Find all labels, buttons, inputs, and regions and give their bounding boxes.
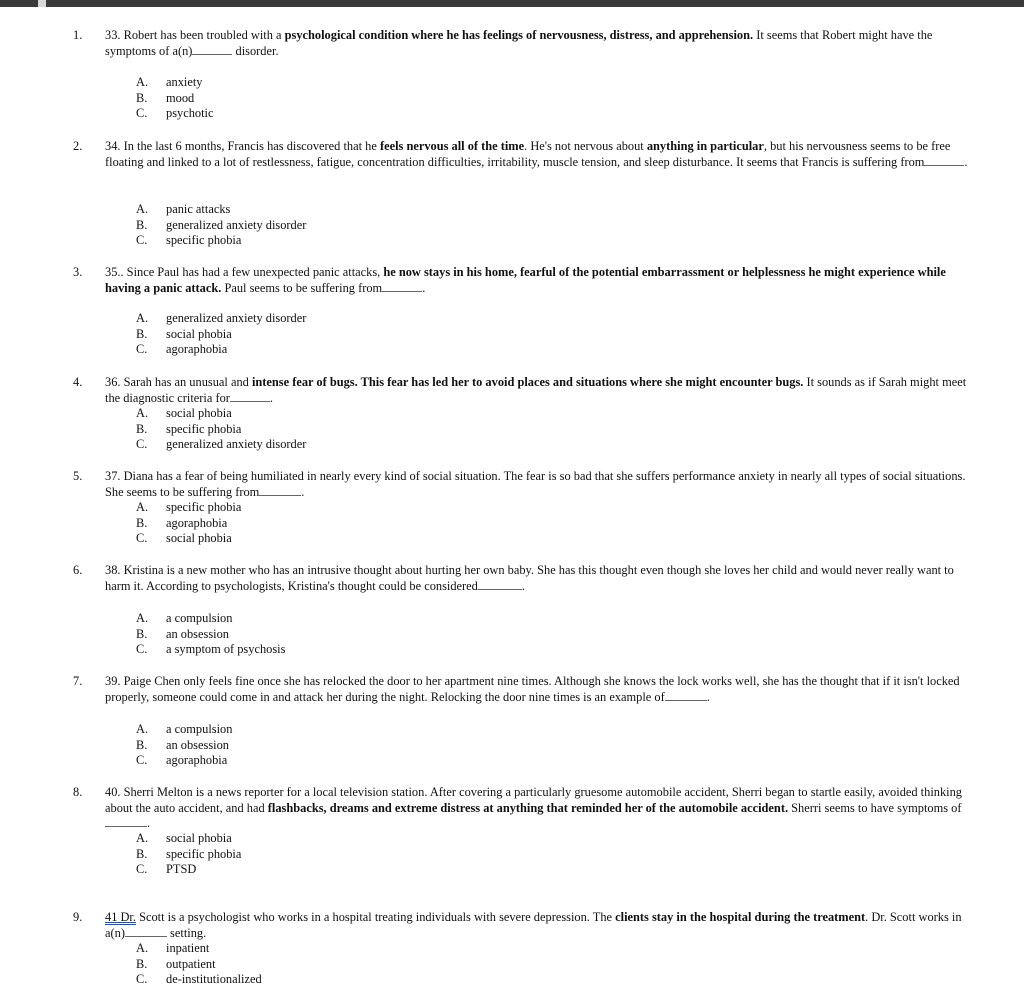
option-c: C. generalized anxiety disorder [136, 437, 307, 452]
answer-options [136, 202, 306, 249]
option-a: A. generalized anxiety disorder [136, 311, 307, 325]
option-a: A. social phobia [136, 831, 232, 845]
answer-blank [478, 579, 522, 590]
option-b: B. agoraphobia [136, 515, 228, 530]
option-c: C. agoraphobia [136, 342, 228, 357]
answer-options [136, 941, 262, 988]
answer-blank [230, 391, 270, 402]
option-b: B. specific phobia [136, 846, 242, 861]
option-a: A. anxiety [136, 75, 203, 89]
question-stem: 41 Dr. Scott is a psychologist who works in a hospital treating individuals with severe depression. The clients stay in the hospital during the treatment. Dr. Scott works in a(n) setting. [105, 910, 962, 940]
option-c: C. PTSD [136, 862, 197, 877]
option-b: B. mood [136, 90, 195, 105]
question-number: 8. [73, 785, 83, 799]
answer-options [136, 500, 241, 547]
question-stem: 38. Kristina is a new mother who has an intrusive thought about hurting her own baby. She has this thought even though she loves her child and would never really want to harm it. According to psychologists, Kristina's thought could be considered . [105, 563, 954, 593]
question-number: 1. [73, 28, 83, 42]
option-b: B. generalized anxiety disorder [136, 217, 307, 232]
question-stem: 36. Sarah has an unusual and intense fear of bugs. This fear has led her to avoid places and situations where she might encounter bugs. It sounds as if Sarah might meet the diagnostic criteria for . [105, 375, 967, 405]
question-number: 9. [73, 910, 83, 924]
option-c: C. a symptom of psychosis [136, 642, 286, 657]
question-stem: 33. Robert has been troubled with a psychological condition where he has feelings of nervousness, distress, and apprehension. It seems that Robert might have the symptoms of a(n) disorder. [105, 28, 933, 58]
question-number: 4. [73, 375, 83, 389]
answer-blank [382, 281, 422, 292]
option-c: C. specific phobia [136, 233, 242, 248]
option-a: A. a compulsion [136, 722, 233, 736]
top-bar-marker [38, 0, 46, 7]
question-stem: 40. Sherri Melton is a news reporter for a local television station. After covering a particularly gruesome automobile accident, Sherri began to startle easily, avoided thinking about the auto accident, and had flashbacks, dreams and extreme distress at anything that reminded her of the automobile accident. Sherri seems to have symptoms of. [105, 785, 962, 831]
option-a: A. a compulsion [136, 611, 233, 625]
option-b: B. an obsession [136, 737, 229, 752]
answer-blank [192, 44, 232, 55]
question-number: 5. [73, 469, 83, 483]
option-b: B. an obsession [136, 626, 229, 641]
question-stem: 34. In the last 6 months, Francis has discovered that he feels nervous all of the time. He's not nervous about anything in particular, but his nervousness seems to be free floating and linked to a lot of restlessness, fatigue, concentration difficulties, irritability, muscle tension, and sleep disturbance. It seems that Francis is suffering from . [105, 139, 968, 169]
answer-blank [665, 690, 707, 701]
question-number: 3. [73, 265, 83, 279]
question-number: 6. [73, 563, 83, 577]
answer-options [136, 831, 241, 878]
answer-blank [105, 816, 147, 827]
question-number: 7. [73, 674, 83, 688]
question-number: 2. [73, 139, 83, 153]
option-b: B. outpatient [136, 956, 216, 971]
answer-options [136, 406, 306, 453]
option-c: C. social phobia [136, 531, 232, 546]
option-b: B. social phobia [136, 326, 232, 341]
answer-blank [259, 485, 301, 496]
option-a: A. inpatient [136, 941, 210, 955]
question-stem: 39. Paige Chen only feels fine once she has relocked the door to her apartment nine times. Although she knows the lock works well, she has the thought that if it isn't locked properly, someone could come in and attack her during the night. Relocking the door nine times is an example of . [105, 674, 960, 704]
answer-blank [924, 155, 964, 166]
answer-blank [125, 926, 167, 937]
option-c: C. de-institutionalized [136, 972, 262, 987]
option-c: C. agoraphobia [136, 753, 228, 768]
answer-options [136, 75, 214, 122]
option-c: C. psychotic [136, 106, 214, 121]
option-b: B. specific phobia [136, 421, 242, 436]
answer-options [136, 311, 306, 358]
question-stem: 35.. Since Paul has had a few unexpected panic attacks, he now stays in his home, fearful of the potential embarrassment or helplessness he might experience while having a panic attack. Paul seems to be suffering from . [105, 265, 946, 295]
option-a: A. specific phobia [136, 500, 242, 514]
window-top-bar [0, 0, 1024, 7]
question-stem: 37. Diana has a fear of being humiliated in nearly every kind of social situation. The fear is so bad that she suffers performance anxiety in nearly all types of social situations. She seems to be suffering from . [105, 469, 966, 499]
spellcheck-marked-text: 41 Dr. [105, 910, 136, 924]
option-a: A. social phobia [136, 406, 232, 420]
answer-options [136, 611, 285, 658]
option-a: A. panic attacks [136, 202, 231, 216]
answer-options [136, 722, 232, 769]
